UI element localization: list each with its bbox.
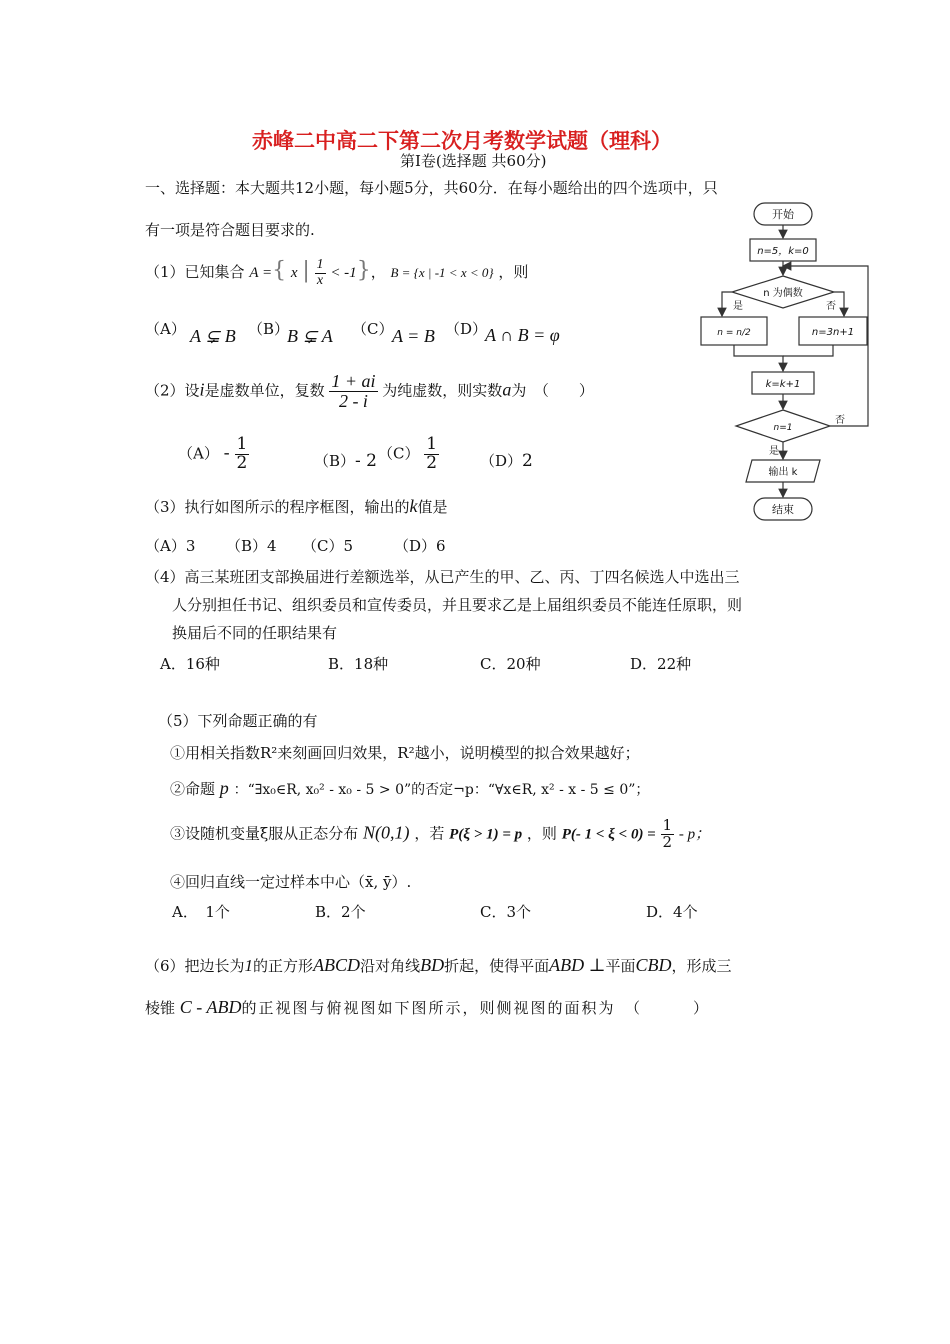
q5-statement-1: ①用相关指数R²来刻画回归效果，R²越小，说明模型的拟合效果越好；	[170, 744, 640, 762]
q1-option-c-label: （C）	[352, 320, 394, 338]
flowchart-output-label: 输出 k	[768, 467, 798, 478]
question-1: （1）已知集合 A ={ x | $\frac{1}{x}$ < -1}， B = {x | -1 < x < 0} ，则	[145, 257, 529, 288]
q2-option-c: （C） $\frac{1}{2}$	[378, 434, 438, 473]
question-4-line1: （4）高三某班团支部换届进行差额选举，从已产生的甲、乙、丙、丁四名候选人中选出三	[145, 568, 740, 586]
q2-option-d: （D）2	[480, 451, 533, 471]
q1-option-b-label: （B）	[248, 320, 290, 338]
question-3: （3）执行如图所示的程序框图，输出的k值是	[145, 496, 448, 516]
flowchart-even-label: n = n/2	[717, 328, 751, 338]
section-header-line2: 有一项是符合题目要求的.	[145, 221, 315, 239]
q3-option-a: （A）3	[145, 537, 196, 555]
q4-option-d: D．22种	[630, 655, 692, 673]
flowchart-init-label: n=5，k=0	[757, 246, 809, 257]
q5-option-d: D．4个	[646, 903, 698, 921]
q1-option-a: A ⊊ B	[190, 326, 236, 346]
q4-option-c: C．20种	[480, 655, 541, 673]
question-6-line2: 棱锥 C - ABD的正视图与俯视图如下图所示，则侧视图的面积为 （ ）	[145, 997, 710, 1017]
q4-option-b: B．18种	[328, 655, 389, 673]
flowchart-no-label-1: 否	[826, 301, 836, 312]
q5-statement-4: ④回归直线一定过样本中心（x̄, ȳ）.	[170, 873, 412, 891]
flowchart	[698, 196, 898, 526]
flowchart-yes-label-2: 是	[769, 446, 779, 457]
question-6-line1: （6）把边长为1的正方形ABCD沿对角线BD折起，使得平面ABD ⊥平面CBD，形成三	[145, 955, 732, 975]
page-title: 赤峰二中高二下第二次月考数学试题（理科）	[252, 129, 672, 153]
q5-statement-3: ③设随机变量ξ服从正态分布 N(0,1) ，若 P(ξ > 1) = p ，则 P(- 1 < ξ < 0) = $\frac{1}{2}$ - p；	[170, 816, 711, 851]
page-subtitle: 第Ⅰ卷(选择题 共60分)	[400, 152, 547, 170]
question-4-line2: 人分别担任书记、组织委员和宣传委员，并且要求乙是上届组织委员不能连任原职，则	[172, 596, 743, 614]
q2-option-b: （B）- 2	[314, 451, 377, 471]
q3-option-d: （D）6	[394, 537, 446, 555]
q1-option-b: B ⊊ A	[287, 326, 333, 346]
q1-option-d-label: （D）	[445, 320, 488, 338]
q5-option-b: B．2个	[315, 903, 366, 921]
flowchart-inc-label: k=k+1	[765, 379, 801, 390]
question-5-stem: （5）下列命题正确的有	[158, 712, 318, 730]
q3-option-b: （B）4	[226, 537, 277, 555]
q5-statement-2: ②命题 p ：“∃x₀∈R, x₀² - x₀ - 5 > 0”的否定¬p：“∀x∈R, x² - x - 5 ≤ 0”；	[170, 778, 650, 798]
q4-option-a: A．16种	[160, 655, 220, 673]
section-header-line1: 一、选择题：本大题共12小题，每小题5分，共60分．在每小题给出的四个选项中，只	[145, 179, 718, 197]
q3-option-c: （C）5	[302, 537, 354, 555]
flowchart-cond-one-label: n=1	[773, 423, 793, 433]
flowchart-cond-even-label: n 为偶数	[763, 288, 803, 299]
q5-option-c: C．3个	[480, 903, 532, 921]
question-4-line3: 换届后不同的任职结果有	[172, 624, 338, 642]
question-2: （2）设i是虚数单位，复数 $\frac{1 + ai}{2 - i}$ 为纯虚数，则实数a为 （ ）	[145, 371, 594, 411]
flowchart-start-label: 开始	[772, 208, 794, 221]
flowchart-end-label: 结束	[772, 503, 794, 516]
q2-option-a: （A） - $\frac{1}{2}$	[178, 434, 248, 473]
flowchart-yes-label-1: 是	[733, 301, 743, 312]
flowchart-odd-label: n=3n+1	[811, 327, 855, 338]
q5-option-a: A． 1个	[172, 903, 230, 921]
q1-option-a-label: （A）	[145, 320, 186, 338]
q1-option-d: A ∩ B = φ	[485, 325, 560, 345]
flowchart-no-label-2: 否	[835, 415, 845, 426]
q1-option-c: A = B	[392, 326, 435, 346]
